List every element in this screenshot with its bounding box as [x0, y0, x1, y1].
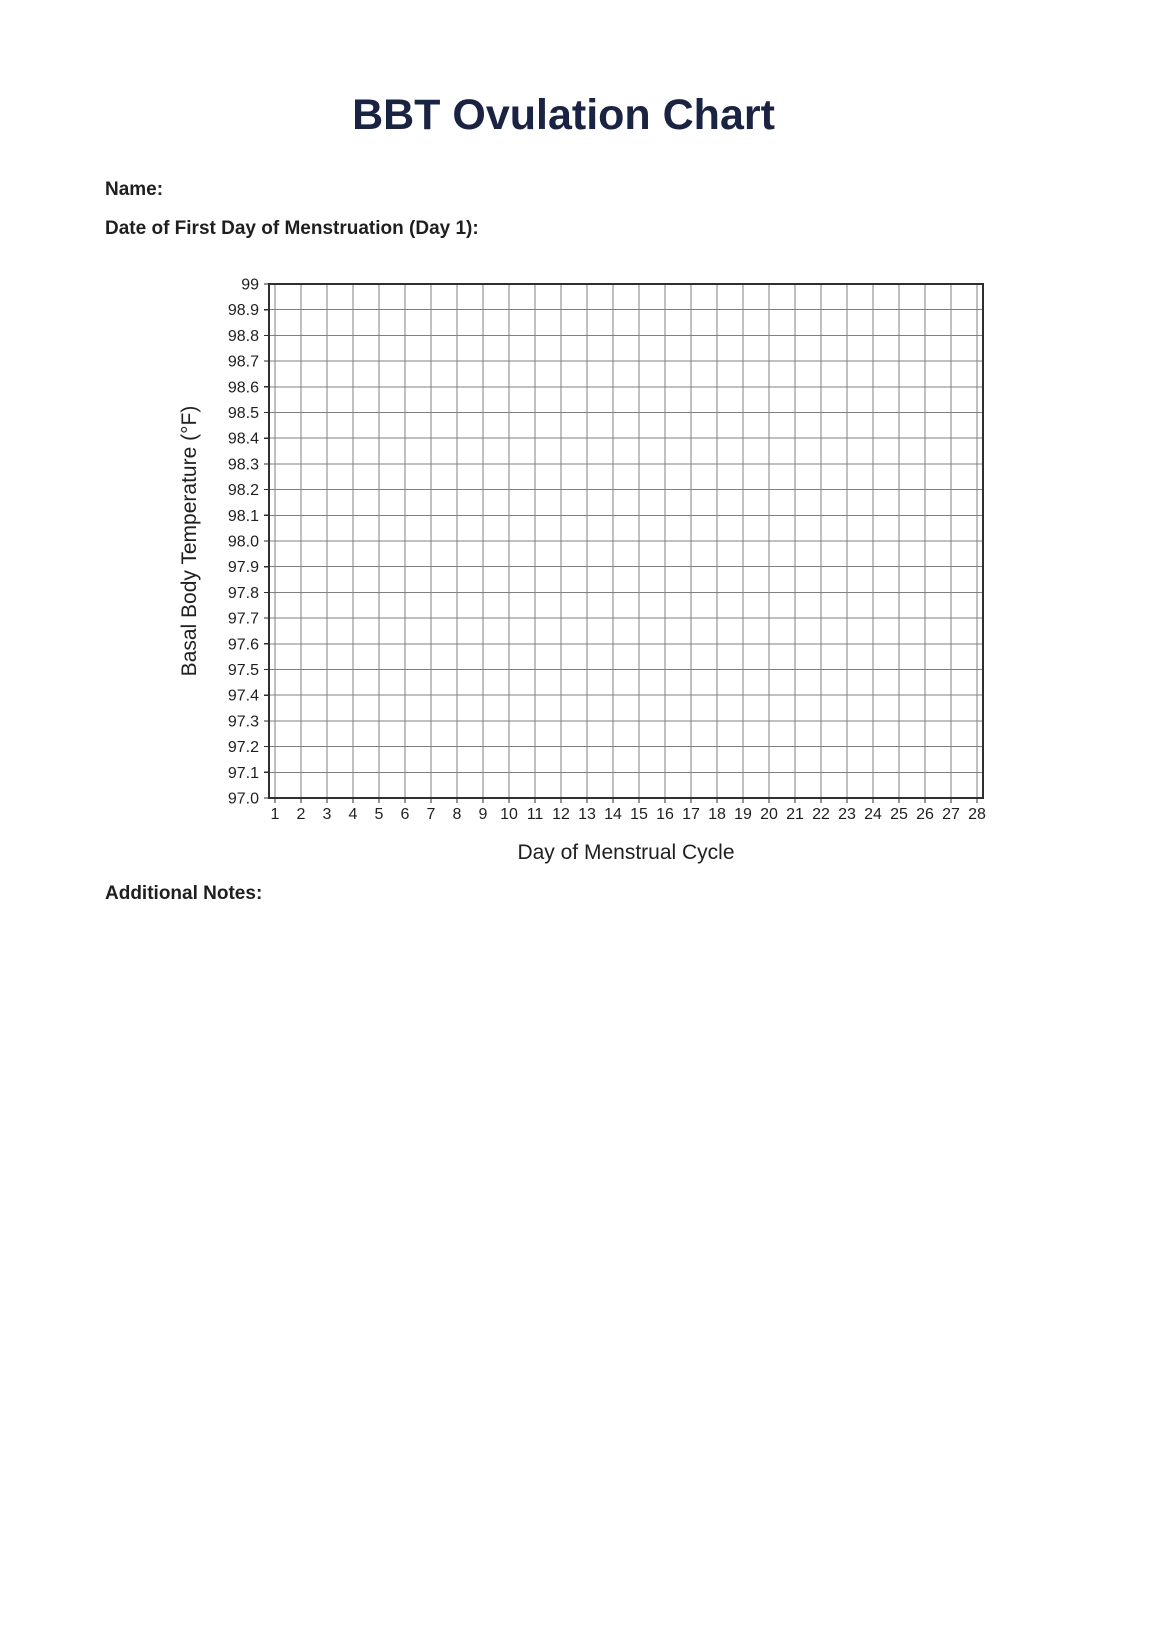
y-tick-label: 97.4 [227, 687, 259, 705]
x-tick-label: 25 [890, 806, 908, 823]
x-tick-label: 10 [500, 806, 518, 823]
y-tick-label: 97.0 [227, 790, 259, 808]
x-tick-label: 19 [734, 806, 752, 823]
x-tick-label: 20 [760, 806, 778, 823]
y-tick-label: 98.9 [227, 302, 259, 320]
gridlines [269, 284, 983, 798]
y-tick-label: 97.9 [227, 559, 259, 577]
x-tick-labels [271, 806, 986, 823]
x-tick-label: 1 [270, 806, 280, 823]
y-tick-label: 97.7 [227, 610, 259, 628]
x-tick-label: 18 [708, 806, 726, 823]
x-tick-label: 22 [812, 806, 830, 823]
y-tick-label: 98.7 [227, 353, 259, 371]
y-tick-label: 99 [241, 276, 259, 294]
date-field-label: Date of First Day of Menstruation (Day 1): [105, 218, 479, 239]
y-tick-label: 98.8 [227, 327, 259, 345]
x-tick-label: 15 [630, 806, 648, 823]
y-tick-label: 97.5 [227, 662, 259, 679]
y-tick-label: 98.2 [227, 482, 259, 500]
y-tick-label: 97.6 [227, 636, 259, 654]
x-tick-label: 16 [656, 806, 674, 823]
x-axis-title: Day of Menstrual Cycle [517, 841, 735, 864]
y-tick-label: 97.2 [227, 739, 259, 757]
y-tick-label: 98.5 [227, 405, 259, 422]
x-tick-label: 8 [452, 806, 462, 823]
y-tick-label: 98.1 [227, 507, 259, 525]
x-tick-label: 26 [916, 806, 934, 823]
x-tick-label: 9 [478, 806, 488, 823]
name-field-label: Name: [105, 179, 164, 200]
chart-grid [200, 272, 1000, 832]
x-tick-label: 12 [552, 806, 570, 823]
x-tick-label: 4 [348, 806, 358, 823]
y-tick-label: 97.3 [227, 713, 259, 731]
x-tick-label: 7 [426, 806, 436, 823]
y-axis-title: Basal Body Temperature (°F) [178, 405, 201, 677]
x-tick-label: 28 [968, 806, 986, 823]
notes-section-label: Additional Notes: [105, 883, 263, 904]
x-tick-label: 3 [322, 806, 332, 823]
x-tick-label: 5 [374, 806, 384, 823]
x-tick-label: 6 [400, 806, 410, 823]
x-tick-label: 21 [786, 806, 804, 823]
y-tick-label: 98.6 [227, 379, 259, 397]
x-tick-label: 14 [604, 806, 622, 823]
x-tick-label: 13 [578, 806, 596, 823]
y-tick-label: 97.8 [227, 584, 259, 602]
y-tick-label: 97.1 [227, 764, 259, 782]
y-tick-label: 98.3 [227, 456, 259, 474]
tick-marks [264, 284, 977, 803]
x-tick-label: 24 [864, 806, 882, 823]
x-tick-label: 17 [682, 806, 700, 823]
x-tick-label: 11 [526, 806, 544, 823]
x-tick-label: 23 [838, 806, 856, 823]
page-title: BBT Ovulation Chart [352, 91, 775, 139]
y-tick-labels [228, 277, 259, 808]
x-tick-label: 2 [296, 806, 306, 823]
y-tick-label: 98.0 [227, 533, 259, 551]
y-tick-label: 98.4 [227, 430, 259, 448]
x-tick-label: 27 [942, 806, 960, 823]
